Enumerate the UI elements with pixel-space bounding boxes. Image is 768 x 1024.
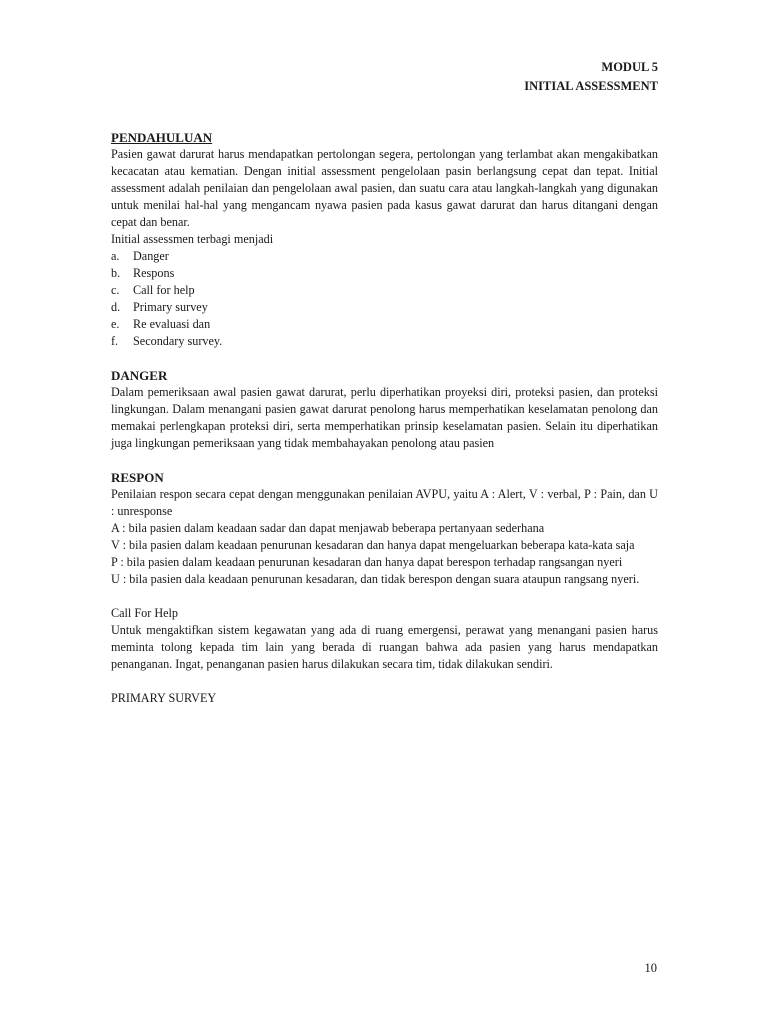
list-marker: f. [111, 334, 119, 348]
list-item [111, 248, 658, 265]
avpu-alert: A : bila pasien dalam keadaan sadar dan dapat menjawab beberapa pertanyaan sederhana [111, 521, 545, 535]
document-page [111, 58, 658, 707]
section-primary-survey [111, 690, 658, 707]
section-title-primary-survey: PRIMARY SURVEY [111, 691, 217, 705]
spacer [111, 452, 658, 469]
section-pendahuluan [111, 129, 658, 350]
list-marker: e. [111, 317, 120, 331]
danger-paragraph: Dalam pemeriksaan awal pasien gawat darurat, perlu diperhatikan proyeksi diri, proteksi pasien, dan proteksi lingkungan. Dalam menangani pasien gawat darurat penolong harus memperhatikan keselamatan penolong dan memakai perlengkapan proteksi diri, serta memperhatikan prinsip keselamatan pasien. Selain itu diperhatikan juga lingkungan pemeriksaan yang tidak membahayakan penolong atau pasien [111, 385, 658, 450]
list-item-text: Secondary survey. [133, 334, 223, 348]
list-item [111, 282, 658, 299]
list-marker: d. [111, 300, 121, 314]
section-title-respon: RESPON [111, 470, 164, 485]
page-header [111, 58, 658, 96]
list-item-text: Danger [133, 249, 169, 263]
spacer [111, 588, 658, 605]
document-title: INITIAL ASSESSMENT [524, 79, 658, 93]
pendahuluan-paragraph: Pasien gawat darurat harus mendapatkan pertolongan segera, pertolongan yang terlambat akan mengakibatkan kecacatan atau kematian. Dengan initial assessment pengelolaan pasin berlangsung cepat dan tepat. Initial assessment adalah penilaian dan pengelolaan awal pasien, dan suatu cara atau langkah-langkah yang digunakan untuk menilai hal-hal yang mengancam nyawa pasien pada kasus gawat darurat dan harus ditangani dengan cepat dan benar. [111, 147, 658, 229]
section-respon [111, 469, 658, 588]
section-title-danger: DANGER [111, 368, 168, 383]
list-item [111, 265, 658, 282]
spacer [111, 350, 658, 367]
section-title-pendahuluan: PENDAHULUAN [111, 130, 213, 145]
list-intro: Initial assessmen terbagi menjadi [111, 232, 274, 246]
section-title-call-for-help: Call For Help [111, 606, 179, 620]
assessment-steps-list [111, 248, 658, 350]
list-marker: c. [111, 283, 120, 297]
spacer [111, 673, 658, 690]
section-danger [111, 367, 658, 452]
list-item [111, 316, 658, 333]
list-marker: a. [111, 249, 120, 263]
list-item-text: Re evaluasi dan [133, 317, 211, 331]
list-item-text: Call for help [133, 283, 195, 297]
call-for-help-paragraph: Untuk mengaktifkan sistem kegawatan yang ada di ruang emergensi, perawat yang menangani pasien harus meminta tolong kepada tim lain yang berada di ruangan bahwa ada pasien yang harus mendapatkan penanganan. Ingat, penanganan pasien harus dilakukan secara tim, tidak dilakukan sendiri. [111, 623, 658, 671]
avpu-pain: P : bila pasien dalam keadaan penurunan kesadaran dan hanya dapat berespon terhadap rangsangan nyeri [111, 555, 623, 569]
list-item [111, 333, 658, 350]
list-item-text: Respons [133, 266, 175, 280]
avpu-verbal: V : bila pasien dalam keadaan penurunan kesadaran dan hanya dapat mengeluarkan beberapa kata-kata saja [111, 538, 635, 552]
section-call-for-help [111, 605, 658, 673]
respon-intro: Penilaian respon secara cepat dengan menggunakan penilaian AVPU, yaitu A : Alert, V : verbal, P : Pain, dan U : unresponse [111, 487, 658, 518]
module-label: MODUL 5 [601, 60, 658, 74]
page-number: 10 [644, 961, 657, 975]
list-marker: b. [111, 266, 121, 280]
avpu-unresponse: U : bila pasien dala keadaan penurunan kesadaran, dan tidak berespon dengan suara ataupun rangsang nyeri. [111, 572, 640, 586]
list-item-text: Primary survey [133, 300, 208, 314]
list-item [111, 299, 658, 316]
